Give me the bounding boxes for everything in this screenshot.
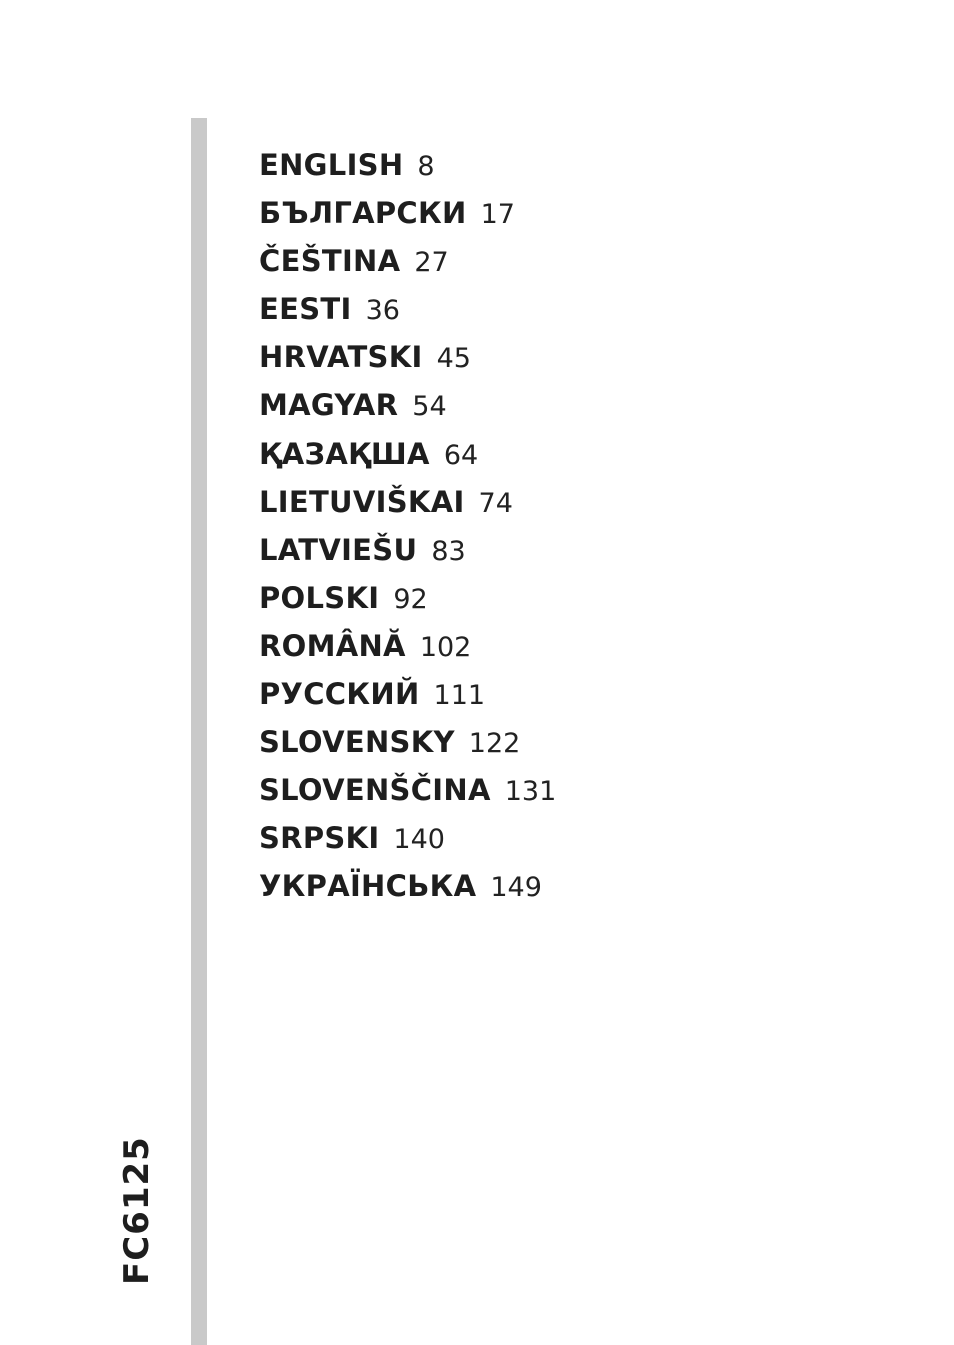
toc-page-number: 140	[393, 824, 445, 856]
toc-language: ČEŠTINA	[259, 244, 401, 279]
toc-language: ROMÂNĂ	[259, 628, 406, 663]
toc-language: РУССКИЙ	[259, 677, 420, 712]
toc-page-number: 64	[443, 439, 479, 471]
toc-entry[interactable]	[259, 574, 556, 622]
toc-page-number: 111	[433, 680, 486, 712]
toc-entry[interactable]	[259, 333, 556, 381]
toc-entry[interactable]	[259, 478, 556, 526]
toc-language: POLSKI	[259, 580, 380, 615]
toc-page-number: 17	[480, 199, 515, 231]
toc-entry[interactable]	[259, 430, 556, 478]
toc-page-number: 83	[431, 535, 466, 567]
toc-page-number: 8	[417, 151, 435, 182]
toc-entry[interactable]	[259, 862, 556, 910]
toc-entry[interactable]	[259, 189, 556, 237]
toc-language: ENGLISH	[259, 148, 404, 182]
toc-page-number: 27	[414, 247, 449, 279]
toc-language: HRVATSKI	[259, 340, 423, 375]
toc-language: УКРАЇНСЬКА	[259, 869, 477, 904]
toc-page-number: 36	[365, 295, 400, 327]
toc-entry[interactable]	[259, 285, 556, 333]
toc-language: SRPSKI	[259, 821, 380, 856]
toc-page-number: 92	[393, 583, 428, 615]
toc-entry[interactable]	[259, 622, 556, 670]
toc-page-number: 54	[412, 391, 447, 423]
toc-language: MAGYAR	[259, 388, 399, 423]
toc-language: БЪЛГАРСКИ	[259, 196, 467, 231]
toc-language: SLOVENSKY	[259, 725, 455, 760]
side-bar	[191, 118, 207, 1345]
toc-page-number: 149	[490, 872, 542, 904]
toc-page-number: 122	[468, 728, 521, 760]
toc-language: SLOVENŠČINA	[259, 773, 491, 808]
toc-entry[interactable]	[259, 141, 556, 189]
toc-language: ҚАЗАҚША	[259, 436, 430, 471]
model-code: FC6125	[117, 1136, 157, 1285]
toc-language: LIETUVIŠKAI	[259, 484, 465, 519]
toc-entry[interactable]	[259, 766, 556, 814]
toc-language: EESTI	[259, 292, 352, 327]
toc-language: LATVIEŠU	[259, 532, 418, 567]
toc-entry[interactable]	[259, 718, 556, 766]
toc-page-number: 131	[504, 776, 557, 808]
toc-page-number: 74	[478, 487, 513, 519]
toc-entry[interactable]	[259, 670, 556, 718]
toc-entry[interactable]	[259, 526, 556, 574]
toc-entry[interactable]	[259, 814, 556, 862]
toc-page-number: 45	[436, 343, 471, 375]
toc-entry[interactable]	[259, 381, 556, 429]
table-of-contents	[259, 141, 556, 911]
toc-page-number: 102	[419, 631, 472, 663]
toc-entry[interactable]	[259, 237, 556, 285]
